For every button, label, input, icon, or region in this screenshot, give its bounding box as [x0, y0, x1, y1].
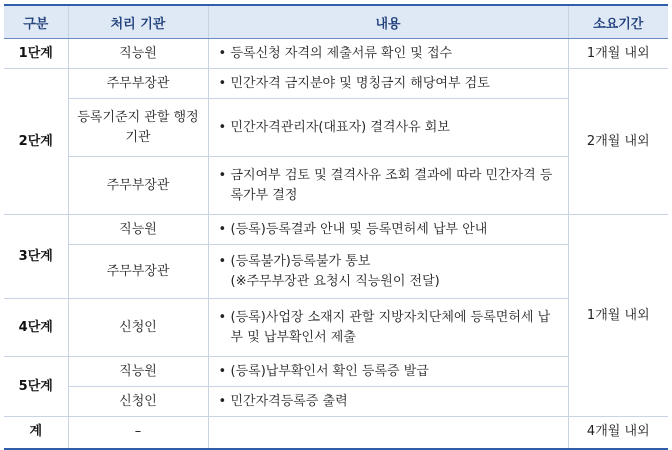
table-row: [4, 39, 668, 69]
content-text: (등록)등록결과 안내 및 등록면허세 납부 안내: [230, 221, 488, 237]
header-content: 내용: [208, 5, 568, 39]
total-period-cell: 4개월 내외: [568, 417, 668, 449]
content-text: 등록신청 자격의 제출서류 확인 및 접수: [230, 45, 453, 61]
stage-cell: 4단계: [4, 299, 68, 357]
agency-cell: 직능원: [68, 357, 208, 387]
stage-cell: 5단계: [4, 357, 68, 417]
registration-process-table: [4, 4, 668, 450]
header-agency: 처리 기관: [68, 5, 208, 39]
content-text: (등록)납부확인서 확인 등록증 발급: [230, 363, 429, 379]
content-main: (등록불가)등록불가 통보: [230, 253, 371, 269]
header-stage: 구분: [4, 5, 68, 39]
bullet-mark: •: [218, 119, 227, 135]
content-note: (※주무부장관 요청시 직능원이 전달): [230, 273, 440, 289]
agency-cell: 직능원: [68, 215, 208, 245]
content-cell: [208, 245, 568, 299]
content-cell: [208, 387, 568, 417]
content-cell: [208, 69, 568, 99]
agency-cell: 직능원: [68, 39, 208, 69]
period-cell: 1개월 내외: [568, 215, 668, 417]
content-cell: [208, 357, 568, 387]
table-total-row: [4, 417, 668, 449]
content-text: 민간자격등록증 출력: [230, 393, 348, 409]
period-cell: 2개월 내외: [568, 69, 668, 215]
stage-cell: 2단계: [4, 69, 68, 215]
content-text: 민간자격 금지분야 및 명칭금지 해당여부 검토: [230, 75, 490, 91]
stage-cell: 1단계: [4, 39, 68, 69]
content-text: [231, 252, 562, 292]
content-cell: [208, 99, 568, 157]
bullet-mark: •: [218, 221, 227, 237]
bullet-mark: •: [218, 45, 227, 61]
content-cell: [208, 215, 568, 245]
content-cell: [208, 299, 568, 357]
content-text: 금지여부 검토 및 결격사유 조회 결과에 따라 민간자격 등록가부 결정: [230, 167, 553, 203]
content-text: 민간자격관리자(대표자) 결격사유 회보: [230, 119, 450, 135]
bullet-mark: •: [218, 75, 227, 91]
stage-cell: 3단계: [4, 215, 68, 299]
agency-cell: 신청인: [68, 299, 208, 357]
agency-cell: 신청인: [68, 387, 208, 417]
bullet-mark: •: [218, 363, 227, 379]
total-agency-cell: –: [68, 417, 208, 449]
total-stage-cell: 계: [4, 417, 68, 449]
content-cell: [208, 157, 568, 215]
agency-cell: 주무부장관: [68, 245, 208, 299]
table-row: [4, 215, 668, 245]
header-period: 소요기간: [568, 5, 668, 39]
content-text: (등록)사업장 소재지 관할 지방자치단체에 등록면허세 납부 및 납부확인서 제출: [230, 309, 551, 345]
total-content-cell: [208, 417, 568, 449]
period-cell: 1개월 내외: [568, 39, 668, 69]
bullet-mark: •: [218, 393, 227, 409]
table-header-row: [4, 5, 668, 39]
bullet-mark: •: [218, 167, 227, 183]
agency-cell: 등록기준지 관할 행정기관: [68, 99, 208, 157]
agency-cell: 주무부장관: [68, 157, 208, 215]
bullet-mark: •: [218, 253, 227, 269]
bullet-mark: •: [218, 309, 227, 325]
content-cell: [208, 39, 568, 69]
agency-cell: 주무부장관: [68, 69, 208, 99]
table-row: [4, 69, 668, 99]
